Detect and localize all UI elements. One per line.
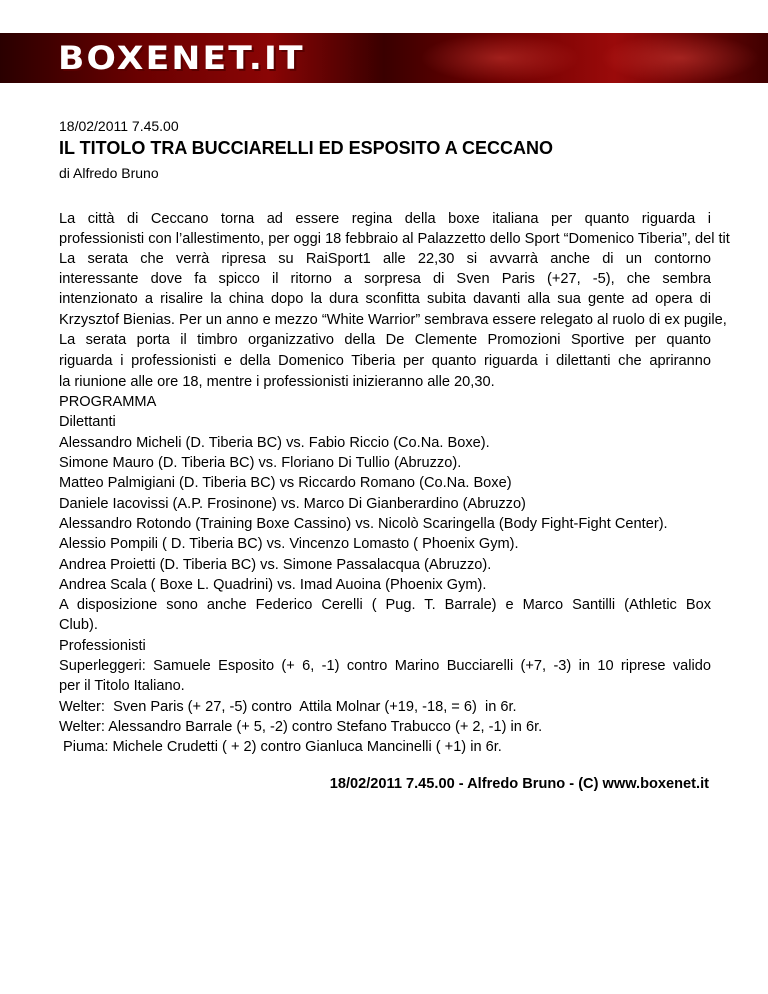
- bout-line: Andrea Proietti (D. Tiberia BC) vs. Simone Passalacqua (Abruzzo).: [59, 557, 492, 573]
- bout-line: Alessandro Micheli (D. Tiberia BC) vs. Fabio Riccio (Co.Na. Boxe).: [59, 435, 490, 451]
- banner-photo-glow: [420, 33, 580, 83]
- bout-line: Matteo Palmigiani (D. Tiberia BC) vs Riccardo Romano (Co.Na. Boxe): [59, 475, 512, 491]
- site-logo[interactable]: BOXENET.IT: [58, 39, 305, 77]
- banner-photo-glow: [600, 33, 760, 83]
- bout-line: Andrea Scala ( Boxe L. Quadrini) vs. Imad Auoina (Phoenix Gym).: [59, 577, 487, 593]
- section-heading: PROGRAMMA: [59, 394, 157, 410]
- bout-line: Daniele Iacovissi (A.P. Frosinone) vs. Marco Di Gianberardino (Abruzzo): [59, 496, 526, 512]
- article-date: 18/02/2011 7.45.00: [59, 118, 179, 134]
- article-footer: 18/02/2011 7.45.00 - Alfredo Bruno - (C) www.boxenet.it: [329, 776, 709, 792]
- bout-line: Welter: Sven Paris (+ 27, -5) contro Attila Molnar (+19, -18, = 6) in 6r.: [59, 699, 517, 715]
- bout-line: Alessandro Rotondo (Training Boxe Cassino) vs. Nicolò Scaringella (Body Fight-Fight Center).: [59, 516, 668, 532]
- body-line: professionisti con l’allestimento, per oggi 18 febbraio al Palazzetto dello Sport “Domenico Tiberia”, del tit: [59, 231, 730, 247]
- article-author: di Alfredo Bruno: [59, 165, 159, 181]
- body-line: interessante dove fa spicco il ritorno a sorpresa di Sven Paris (+27, -5), che sembra: [59, 271, 711, 287]
- body-line: La serata che verrà ripresa su RaiSport1 alle 22,30 si avvarrà anche di un contorno: [59, 251, 711, 267]
- bout-line: Welter: Alessandro Barrale (+ 5, -2) contro Stefano Trabucco (+ 2, -1) in 6r.: [59, 719, 543, 735]
- bout-line: Piuma: Michele Crudetti ( + 2) contro Gianluca Mancinelli ( +1) in 6r.: [59, 739, 502, 755]
- header-banner: [0, 33, 768, 83]
- subsection-heading: Professionisti: [59, 638, 146, 654]
- body-line: La serata porta il timbro organizzativo della De Clemente Promozioni Sportive per quanto: [59, 332, 711, 348]
- body-line: A disposizione sono anche Federico Cerelli ( Pug. T. Barrale) e Marco Santilli (Athletic Box: [59, 597, 711, 613]
- body-line: la riunione alle ore 18, mentre i professionisti inizieranno alle 20,30.: [59, 374, 495, 390]
- body-line: La città di Ceccano torna ad essere regina della boxe italiana per quanto riguarda i: [59, 211, 711, 227]
- bout-line: Superleggeri: Samuele Esposito (+ 6, -1) contro Marino Bucciarelli (+7, -3) in 10 riprese valido: [59, 658, 711, 674]
- body-line: Krzysztof Bienias. Per un anno e mezzo “White Warrior” sembrava essere relegato al ruolo di ex pugile,: [59, 312, 727, 328]
- body-line: Club).: [59, 617, 98, 633]
- body-line: intenzionato a risalire la china dopo la dura sconfitta subita davanti alla sua gente ad opera di: [59, 291, 711, 307]
- subsection-heading: Dilettanti: [59, 414, 116, 430]
- article-title: IL TITOLO TRA BUCCIARELLI ED ESPOSITO A CECCANO: [59, 138, 554, 158]
- body-line: riguarda i professionisti e della Domenico Tiberia per quanto riguarda i dilettanti che apriranno: [59, 353, 711, 369]
- bout-line: Alessio Pompili ( D. Tiberia BC) vs. Vincenzo Lomasto ( Phoenix Gym).: [59, 536, 519, 552]
- bout-line: per il Titolo Italiano.: [59, 678, 185, 694]
- bout-line: Simone Mauro (D. Tiberia BC) vs. Floriano Di Tullio (Abruzzo).: [59, 455, 462, 471]
